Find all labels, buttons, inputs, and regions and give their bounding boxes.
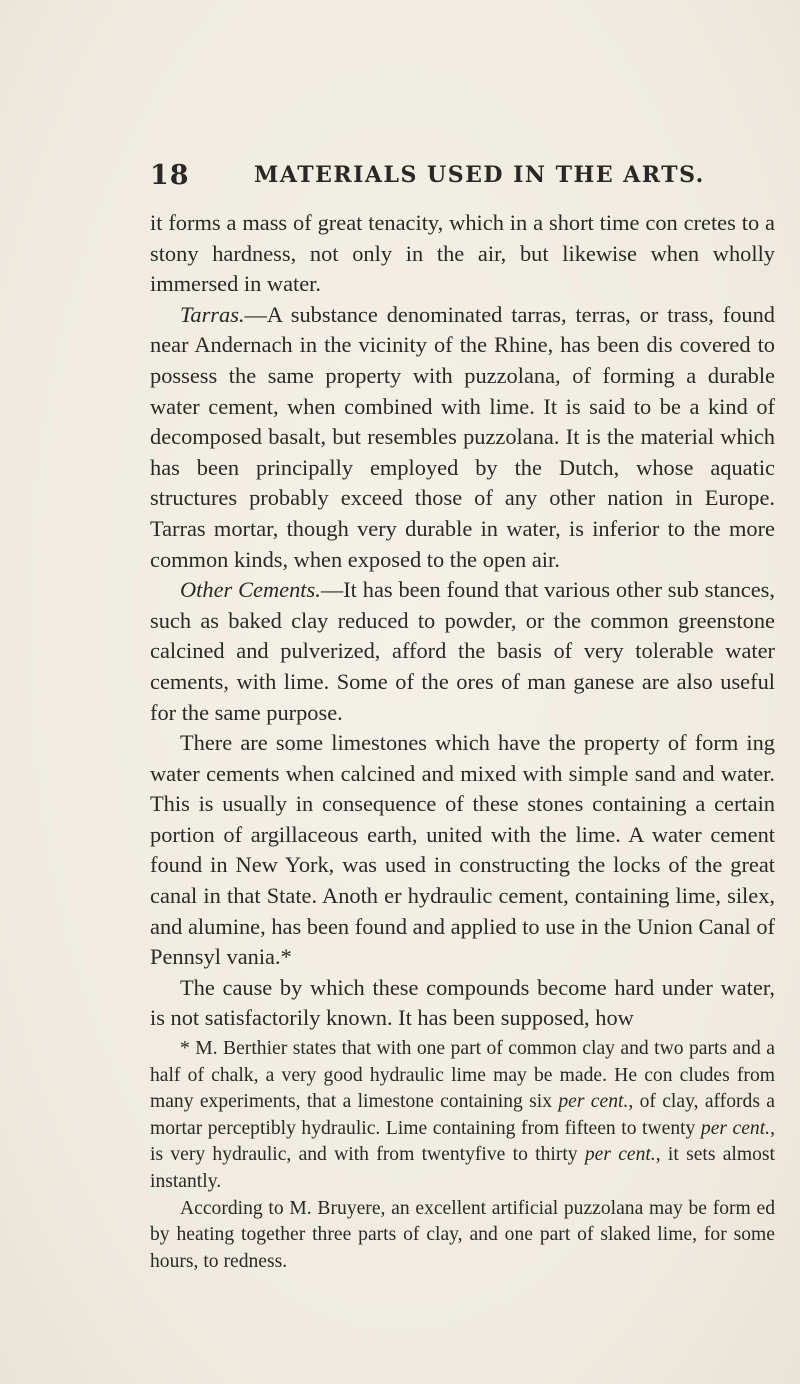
footnote-italic: per cent. xyxy=(700,1117,771,1139)
paragraph-continuation: it forms a mass of great tenacity, which in a short time con cretes to a stony hardness, not only in the air, but likewise when wholly immersed in water. xyxy=(150,210,775,297)
footnotes xyxy=(150,1036,775,1275)
paragraph-other-cements-text: —It has been found that various other sub stances, such as baked clay reduced to powder, or the common greenstone calcined and pulverized, afford the basis of very tolerable water cements, with lime. Some of the ores of man ganese are also useful for the same purpose. xyxy=(150,577,775,725)
section-title-tarras: Tarras. xyxy=(180,301,245,327)
paragraph-other-cements xyxy=(150,575,775,728)
footnote-text: , is very hydraulic, and with from twentyfive to thirty xyxy=(150,1117,775,1166)
running-head xyxy=(150,160,790,194)
footnote-bruyere: According to M. Bruyere, an excellent artificial puzzolana may be form ed by heating together three parts of clay, and one part of slaked lime, for some hours, to redness. xyxy=(150,1197,775,1272)
paragraph-tarras-text: —A substance denominated tarras, terras, or trass, found near Andernach in the vicinity of the Rhine, has been dis covered to possess the same property with puzzolana, of forming a durable water cement, when combined with lime. It is said to be a kind of decomposed basalt, but resembles puzzolana. It is the material which has been principally employed by the Dutch, whose aquatic structures probably exceed those of any other nation in Europe. Tarras mortar, though very durable in water, is inferior to the more common kinds, when exposed to the open air. xyxy=(150,301,775,572)
footnote-italic: per cent. xyxy=(558,1091,629,1113)
paragraph-cause: The cause by which these compounds become hard under water, is not satisfactorily known. It has been supposed, how xyxy=(150,974,775,1031)
body-text xyxy=(150,208,775,1034)
footnote-text: , it sets almost instantly. xyxy=(150,1144,775,1192)
footnote-berthier xyxy=(150,1036,775,1196)
footnote-text: * M. Berthier states that with one part of common clay and two parts and a half of chalk, a very good hydraulic lime may be made. He con cludes from many experiments, that a limestone containing six xyxy=(150,1038,775,1113)
page-number: 18 xyxy=(150,160,190,191)
paragraph-tarras xyxy=(150,300,775,575)
running-title: MATERIALS USED IN THE ARTS. xyxy=(254,162,705,188)
footnote-italic: per cent. xyxy=(584,1144,656,1166)
footnote-text: , of clay, affords a mortar perceptibly hydraulic. Lime containing from fifteen to twenty xyxy=(150,1091,775,1139)
paragraph-limestones: There are some limestones which have the property of form ing water cements when calcined and mixed with simple sand and water. This is usually in consequence of these stones containing a certain portion of argillaceous earth, united with the lime. A water cement found in New York, was used in constructing the locks of the great canal in that State. Anoth er hydraulic cement, containing lime, silex, and alumine, has been found and applied to use in the Union Canal of Pennsyl vania.* xyxy=(150,730,775,970)
section-title-other-cements: Other Cements. xyxy=(180,577,321,603)
